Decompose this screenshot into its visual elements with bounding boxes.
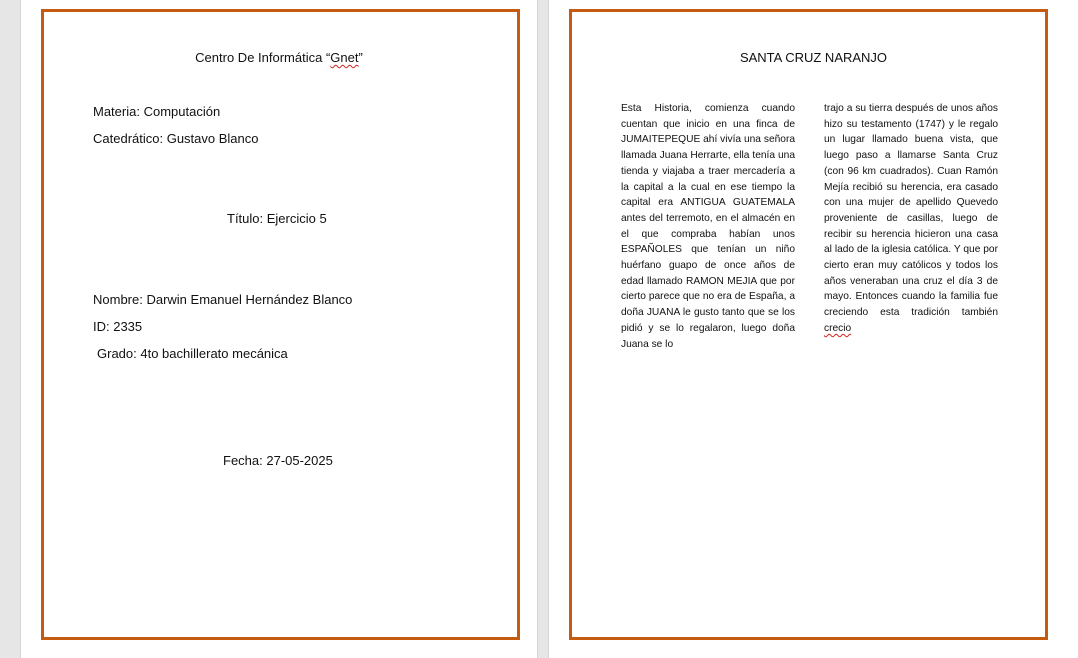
cover-title-prefix: Centro De Informática “ — [195, 50, 331, 65]
spelling-flag-brand[interactable]: Gnet — [330, 50, 359, 65]
story-page[interactable] — [548, 0, 1078, 658]
subject-line: Materia: Computación — [93, 104, 221, 119]
assignment-title: Título: Ejercicio 5 — [227, 211, 327, 226]
story-title: SANTA CRUZ NARANJO — [739, 50, 888, 65]
teacher-line: Catedrático: Gustavo Blanco — [93, 131, 259, 146]
student-name-line: Nombre: Darwin Emanuel Hernández Blanco — [93, 292, 353, 307]
cover-page[interactable] — [20, 0, 538, 658]
story-column-right-text: trajo a su tierra después de unos años hizo su testamento (1747) y le regalo un lugar llamado buena vista, que luego paso a llamarse Santa Cruz (con 96 km cuadrados). Cuan Ramón Mejía recibió su herencia, era casado con una mujer de apellido Quevedo proveniente de casillas, luego de recibir su herencia hicieron una casa al lado de la iglesia católica. Y que por cierto eran muy católicos y todos los años veneraban una cruz el día 3 de mayo. Entonces cuando la familia fue creciendo esta tradición también — [824, 103, 998, 319]
cover-title — [21, 50, 537, 66]
grade-line: Grado: 4to bachillerato mecánica — [97, 346, 288, 361]
spelling-flag-word[interactable]: crecio — [824, 322, 852, 334]
cover-title-suffix: ” — [358, 50, 363, 65]
story-column-right — [824, 101, 998, 337]
story-column-left: Esta Historia, comienza cuando cuentan que inicio en una finca de JUMAITEPEQUE ahí vivía una señora llamada Juana Herrarte, ella tenía una tienda y viajaba a traer mercadería a la capital a la cual en ese tiempo la capital era ANTIGUA GUATEMALA antes del terremoto, en el almacén en el que compraba habían unos ESPAÑOLES que tenían un niño huérfano guapo de once años de edad llamado RAMON MEJIA que por cierto parece que no era de España, a doña JUANA le gusto tanto que se los pidió y se lo regalaron, luego doña Juana se lo — [621, 103, 795, 350]
student-id-line: ID: 2335 — [93, 319, 143, 334]
date-line: Fecha: 27-05-2025 — [223, 453, 333, 468]
